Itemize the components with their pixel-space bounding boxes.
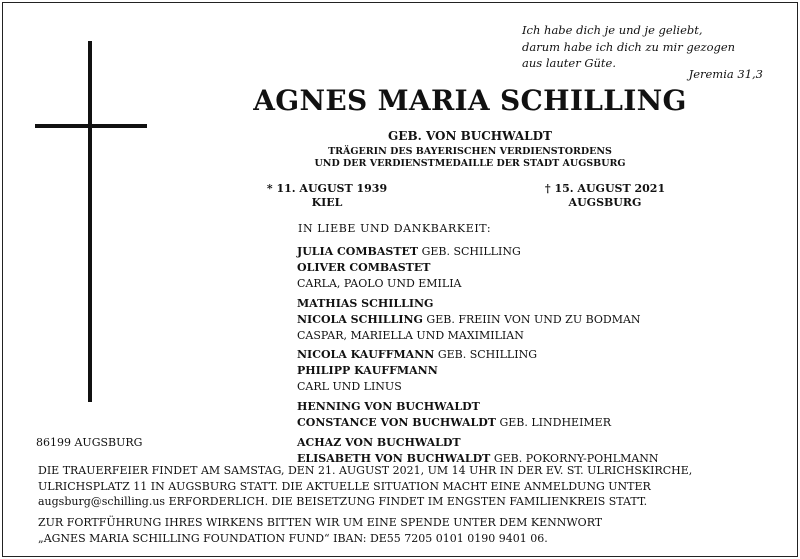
family-member-detail: GEB. SCHILLING (418, 245, 521, 258)
quote-line: Ich habe dich je und je geliebt, (522, 23, 703, 37)
deceased-name: AGNES MARIA SCHILLING (253, 84, 687, 117)
city-line: 86199 AUGSBURG (36, 436, 143, 449)
notice-line: ULRICHSPLATZ 11 IN AUGSBURG STATT. DIE AKTUELLE SITUATION MACHT EINE ANMELDUNG UNTER (38, 479, 651, 493)
family-member-name: PHILIPP KAUFFMANN (297, 364, 438, 378)
family-line (297, 347, 659, 363)
family-group (297, 347, 659, 395)
donation-request (38, 515, 778, 546)
family-member-detail: GEB. SCHILLING (434, 348, 537, 362)
family-member-name: OLIVER COMBASTET (297, 260, 431, 274)
family-list (297, 244, 659, 471)
family-member-detail: CARL UND LINUS (297, 380, 402, 394)
cross-icon-vertical (88, 41, 92, 402)
family-member-name: JULIA COMBASTET (297, 245, 419, 258)
notice-line: DIE TRAUERFEIER FINDET AM SAMSTAG, DEN 21. AUGUST 2021, UM 14 UHR IN DER EV. ST. ULRICHSKIRCHE, (38, 464, 693, 477)
family-member-name: ELISABETH VON BUCHWALDT (297, 451, 491, 465)
bible-quote (522, 22, 735, 72)
family-member-detail: GEB. LINDHEIMER (495, 416, 611, 430)
family-member-detail: GEB. FREIIN VON UND ZU BODMAN (422, 312, 641, 326)
family-line (297, 312, 659, 328)
family-member-name: HENNING VON BUCHWALDT (297, 400, 480, 414)
intro-text: IN LIEBE UND DANKBARKEIT: (298, 222, 492, 235)
family-group (297, 244, 659, 292)
birth-info (252, 182, 402, 210)
family-group (297, 296, 659, 344)
cross-icon-horizontal (35, 124, 147, 128)
family-line (297, 415, 659, 431)
family-group (297, 435, 659, 467)
honors-line: TRÄGERIN DES BAYERISCHEN VERDIENSTORDENS (328, 146, 612, 157)
family-member-name: NICOLA SCHILLING (297, 312, 423, 326)
family-line (297, 296, 659, 312)
birth-place: KIEL (311, 196, 343, 209)
family-member-detail: GEB. POKORNY-POHLMANN (490, 451, 659, 465)
family-group (297, 399, 659, 431)
birth-name: GEB. VON BUCHWALDT (388, 129, 552, 143)
family-member-name: CONSTANCE VON BUCHWALDT (297, 416, 496, 430)
death-place: AUGSBURG (568, 196, 642, 209)
notice-line: augsburg@schilling.us ERFORDERLICH. DIE BEISETZUNG FINDET IM ENGSTEN FAMILIENKREIS STATT. (38, 495, 648, 508)
family-member-name: ACHAZ VON BUCHWALDT (297, 435, 461, 449)
family-line (297, 399, 659, 415)
family-line (297, 328, 659, 344)
family-line (297, 276, 659, 292)
donation-line: ZUR FORTFÜHRUNG IHRES WIRKENS BITTEN WIR UM EINE SPENDE UNTER DEM KENNWORT (38, 516, 603, 529)
family-member-detail: CASPAR, MARIELLA UND MAXIMILIAN (297, 328, 524, 342)
family-line (297, 260, 659, 276)
quote-source: Jeremia 31,3 (688, 67, 763, 81)
family-line (297, 363, 659, 379)
quote-line: darum habe ich dich zu mir gezogen (522, 39, 736, 54)
family-line (297, 435, 659, 451)
family-member-name: MATHIAS SCHILLING (297, 296, 434, 310)
funeral-notice (38, 463, 778, 510)
honors-line: UND DER VERDIENSTMEDAILLE DER STADT AUGSBURG (314, 158, 626, 169)
family-member-detail: CARLA, PAOLO UND EMILIA (297, 276, 462, 290)
family-line (297, 244, 659, 260)
family-line (297, 379, 659, 395)
family-member-name: NICOLA KAUFFMANN (297, 348, 435, 362)
birth-date: * 11. AUGUST 1939 (266, 182, 388, 195)
honors (210, 146, 730, 170)
donation-line: „AGNES MARIA SCHILLING FOUNDATION FUND“ IBAN: DE55 7205 0101 0190 9401 06. (38, 531, 548, 545)
quote-line: aus lauter Güte. (522, 56, 617, 70)
death-info (530, 182, 680, 210)
death-date: † 15. AUGUST 2021 (544, 182, 666, 195)
